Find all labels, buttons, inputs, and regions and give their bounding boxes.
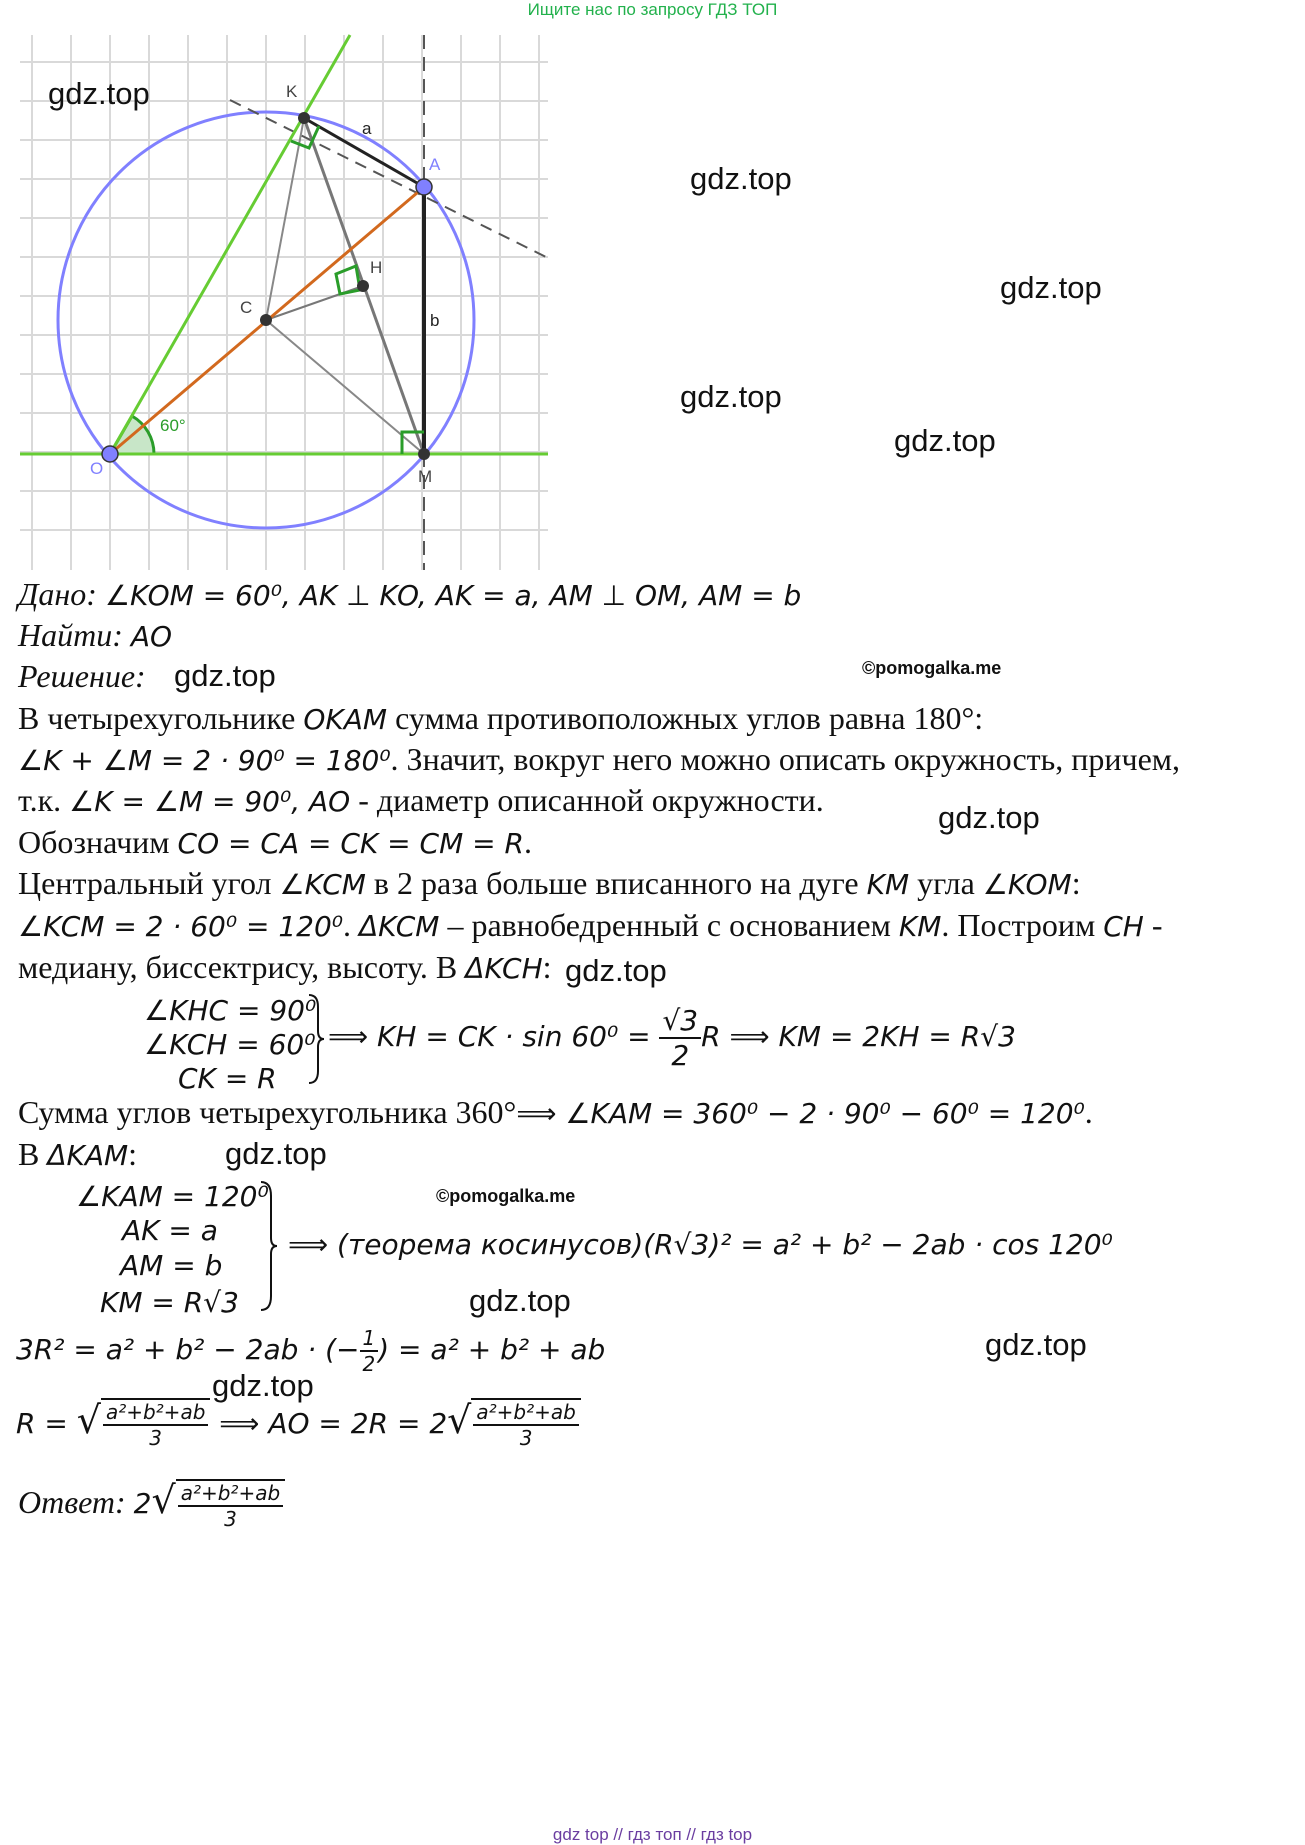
text-run: :	[1071, 865, 1081, 901]
system-2-brace	[258, 1180, 280, 1314]
math-run: OKAM	[303, 703, 388, 736]
math-run: ∠K = ∠M = 90⁰, AO	[69, 785, 351, 818]
watermark: gdz.top	[174, 658, 276, 693]
text-run: .	[1084, 1094, 1093, 1130]
answer-line	[18, 1478, 285, 1531]
system-1-result	[328, 1004, 1016, 1072]
label-o: O	[90, 459, 104, 478]
solution-line-6	[18, 907, 1162, 944]
text-run: -	[1143, 907, 1163, 943]
text-run: – равнобедренный с основанием	[439, 907, 899, 943]
fraction-denominator: 3	[224, 1506, 237, 1531]
math-run: ∠KCM	[279, 868, 366, 901]
fraction-denominator: 2	[362, 1352, 376, 1376]
solution-line-5	[18, 865, 1081, 902]
watermark: gdz.top	[985, 1327, 1087, 1362]
text-run: .	[342, 907, 359, 943]
point-o	[102, 446, 118, 462]
system-2-line: KM = R√3	[100, 1286, 239, 1319]
math-run: ⟹ AO = 2R = 2	[210, 1407, 448, 1440]
math-run: ⟹ ∠KAM = 360⁰ − 2 · 90⁰ − 60⁰ = 120⁰	[516, 1097, 1085, 1130]
fraction	[659, 1004, 701, 1072]
math-run: ∠K + ∠M = 2 · 90⁰ = 180⁰	[18, 744, 391, 777]
copyright: ©pomogalka.me	[862, 658, 1002, 678]
text-run: .	[523, 824, 532, 860]
point-a	[416, 179, 432, 195]
math-run: KM	[866, 868, 910, 901]
watermark: gdz.top	[225, 1136, 327, 1171]
solution-line-3	[18, 782, 824, 819]
copyright: ©pomogalka.me	[436, 1186, 576, 1206]
text-run: Обозначим	[18, 824, 178, 860]
fraction-numerator: a²+b²+ab	[178, 1481, 283, 1507]
system-2-line: AK = a	[122, 1214, 218, 1247]
system-2-line: AM = b	[120, 1249, 223, 1282]
answer-coefficient: 2	[133, 1487, 152, 1520]
fraction	[103, 1400, 208, 1450]
radicand	[176, 1479, 285, 1531]
system-2-line: ∠KAM = 120⁰	[76, 1180, 269, 1213]
find-line	[18, 617, 172, 654]
text-run: угла	[909, 865, 983, 901]
text-run: В	[18, 1136, 48, 1172]
math-run: ΔKAM	[47, 1139, 129, 1172]
math-run: KM	[898, 910, 942, 943]
watermark: gdz.top	[1000, 270, 1102, 305]
radical-sign: √	[151, 1478, 176, 1522]
solution-line-9	[18, 1136, 137, 1173]
text-run: :	[542, 949, 552, 985]
fraction	[473, 1400, 578, 1450]
watermark: gdz.top	[565, 953, 667, 988]
answer-label: Ответ:	[18, 1484, 126, 1520]
text-run: сумма противоположных углов равна 180°:	[387, 700, 984, 736]
text-run: - диаметр описанной окружности.	[350, 782, 824, 818]
math-run: CO = CA = CK = CM = R	[177, 827, 524, 860]
radicand	[101, 1398, 210, 1450]
system-2-result: ⟹ (теорема косинусов)(R√3)² = a² + b² − 2ab · cos 120⁰	[288, 1228, 1113, 1261]
watermark: gdz.top	[938, 800, 1040, 835]
text-run: т.к.	[18, 782, 70, 818]
label-k: K	[286, 82, 298, 101]
text-run: :	[128, 1136, 138, 1172]
watermark: gdz.top	[894, 423, 996, 458]
given-math: ∠KOM = 60⁰, AK ⊥ KO, AK = a, AM ⊥ OM, AM = b	[104, 579, 802, 612]
text-run: Центральный угол	[18, 865, 280, 901]
math-run: ∠KCM = 2 · 60⁰ = 120⁰	[18, 910, 343, 943]
math-run: 3R² = a² + b² − 2ab · (−	[16, 1333, 360, 1366]
equation-2	[16, 1398, 581, 1450]
math-run: CH	[1103, 910, 1144, 943]
watermark: gdz.top	[680, 379, 782, 414]
text-run: медиану, биссектрису, высоту. В	[18, 949, 466, 985]
system-1-line: CK = R	[178, 1062, 277, 1095]
bottom-banner: gdz top // гдз топ // гдз top	[552, 1825, 753, 1844]
label-angle: 60°	[160, 416, 186, 435]
text-run: . Построим	[941, 907, 1104, 943]
solution-label: Решение:	[18, 658, 146, 694]
grid	[20, 35, 548, 570]
math-run: ⟹ KH = CK · sin 60⁰ =	[328, 1020, 660, 1053]
point-m	[418, 448, 430, 460]
fraction-numerator: a²+b²+ab	[103, 1400, 208, 1426]
right-angle-h	[336, 266, 360, 294]
system-1-line: ∠KHC = 90⁰	[144, 994, 317, 1027]
watermark: gdz.top	[469, 1283, 571, 1318]
solution-line-2	[18, 741, 1180, 778]
label-m: M	[418, 467, 433, 486]
fraction-numerator: 1	[360, 1326, 379, 1352]
radical-sign: √	[447, 1398, 472, 1442]
fraction-denominator: 2	[671, 1039, 690, 1072]
math-run: ∠KOM	[982, 868, 1072, 901]
text-run: В четырехугольнике	[18, 700, 304, 736]
math-run: ) = a² + b² + ab	[378, 1333, 606, 1366]
fraction-numerator: a²+b²+ab	[473, 1400, 578, 1426]
label-h: H	[370, 258, 383, 277]
fraction-numerator: √3	[659, 1004, 701, 1039]
given-label: Дано:	[18, 576, 97, 612]
label-b-side: b	[430, 311, 440, 330]
math-run: R =	[16, 1407, 77, 1440]
watermark: gdz.top	[690, 161, 792, 196]
find-math: AO	[130, 620, 173, 653]
solution-line-7	[18, 949, 552, 986]
given-line	[18, 576, 801, 613]
math-run: ΔKCM	[358, 910, 440, 943]
solution-line-1	[18, 700, 983, 737]
fraction	[360, 1326, 379, 1376]
top-banner: Ищите нас по запросу ГДЗ ТОП	[527, 0, 778, 19]
find-label: Найти:	[18, 617, 123, 653]
fraction	[178, 1481, 283, 1531]
text-run: . Значит, вокруг него можно описать окружность, причем,	[390, 741, 1181, 777]
label-c: C	[240, 298, 253, 317]
text-run: в 2 раза больше вписанного на дуге	[365, 865, 867, 901]
equation-1	[16, 1326, 605, 1376]
text-run: Сумма углов четырехугольника 360°	[18, 1094, 517, 1130]
system-1-line: ∠KCH = 60⁰	[144, 1028, 316, 1061]
solution-line-8	[18, 1094, 1093, 1131]
radical-sign: √	[76, 1398, 101, 1442]
watermark: gdz.top	[48, 76, 150, 111]
solution-line-4	[18, 824, 532, 861]
math-run: R ⟹ KM = 2KH = R√3	[701, 1020, 1016, 1053]
math-run: ΔKCH	[465, 952, 543, 985]
point-k	[298, 112, 310, 124]
label-a-side: a	[362, 119, 372, 138]
system-1-brace	[306, 993, 326, 1085]
point-h	[357, 280, 369, 292]
watermark: gdz.top	[212, 1368, 314, 1403]
point-c	[260, 314, 272, 326]
label-a: A	[429, 155, 441, 174]
fraction-denominator: 3	[149, 1426, 163, 1450]
fraction-denominator: 3	[519, 1426, 533, 1450]
radicand	[471, 1398, 580, 1450]
